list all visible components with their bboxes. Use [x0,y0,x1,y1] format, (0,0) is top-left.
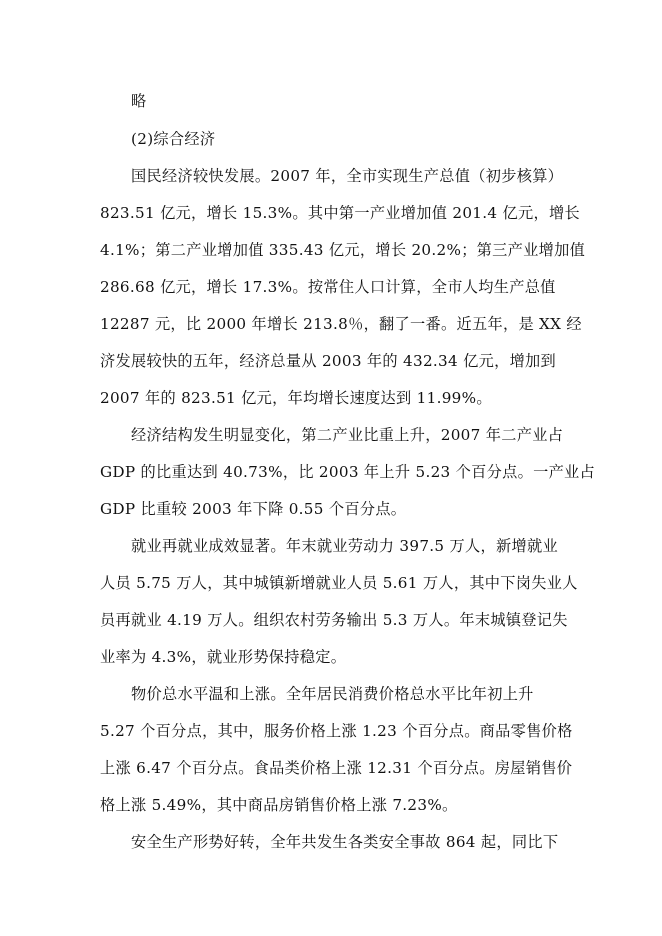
paragraph-line: 格上涨 5.49%，其中商品房销售价格上涨 7.23%。 [100,796,458,814]
paragraph-line: 5.27 个百分点，其中，服务价格上涨 1.23 个百分点。商品零售价格 [100,722,573,740]
paragraph-line: 就业再就业成效显著。年末就业劳动力 397.5 万人，新增就业 [131,537,558,555]
paragraph-line: GDP 的比重达到 40.73%，比 2003 年上升 5.23 个百分点。一产业占 [100,463,596,481]
paragraph-line: 安全生产形势好转，全年共发生各类安全事故 864 起，同比下 [131,833,559,851]
paragraph-line: 业率为 4.3%，就业形势保持稳定。 [100,648,347,666]
paragraph-line: 上涨 6.47 个百分点。食品类价格上涨 12.31 个百分点。房屋销售价 [100,759,573,777]
paragraph-line: 员再就业 4.19 万人。组织农村劳务输出 5.3 万人。年末城镇登记失 [100,611,568,629]
paragraph-line: 物价总水平温和上涨。全年居民消费价格总水平比年初上升 [131,685,534,703]
paragraph-line: 286.68 亿元，增长 17.3%。按常住人口计算，全市人均生产总值 [100,278,556,296]
paragraph-line: 经济结构发生明显变化，第二产业比重上升，2007 年二产业占 [131,426,564,444]
omitted-heading: 略 [131,92,147,110]
paragraph-line: 823.51 亿元，增长 15.3%。其中第一产业增加值 201.4 亿元，增长 [100,204,580,222]
paragraph-line: 人员 5.75 万人，其中城镇新增就业人员 5.61 万人，其中下岗失业人 [100,574,578,592]
paragraph-line: 2007 年的 823.51 亿元，年均增长速度达到 11.99%。 [100,389,492,407]
paragraph-line: 4.1%；第二产业增加值 335.43 亿元，增长 20.2%；第三产业增加值 [100,241,586,259]
paragraph-line: 国民经济较快发展。2007 年，全市实现生产总值（初步核算） [131,167,564,185]
paragraph-line: 济发展较快的五年，经济总量从 2003 年的 432.34 亿元，增加到 [100,352,557,370]
paragraph-line: 12287 元，比 2000 年增长 213.8％，翻了一番。近五年，是 XX 经 [100,315,582,333]
section-title: (2)综合经济 [131,130,216,148]
paragraph-line: GDP 比重较 2003 年下降 0.55 个百分点。 [100,500,407,518]
